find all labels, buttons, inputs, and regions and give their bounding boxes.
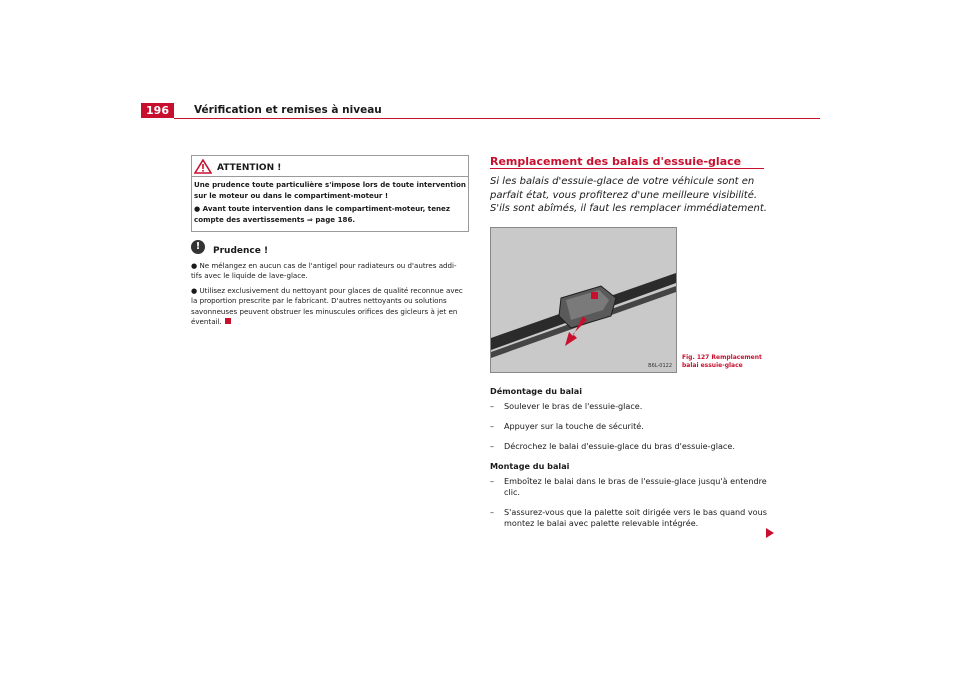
warning-title: ATTENTION !: [217, 163, 282, 173]
page-number: 196: [141, 103, 174, 118]
chapter-title: Vérification et remises à niveau: [194, 104, 382, 116]
list-item: – Soulever le bras de l'essuie-glace.: [490, 401, 772, 412]
wiper-figure: [490, 227, 677, 373]
next-page-arrow-icon: [766, 528, 774, 538]
removal-heading: Démontage du balai: [490, 386, 583, 396]
wiper-blade-illustration: [491, 228, 676, 372]
warning-divider: [192, 176, 468, 177]
section-intro: Si les balais d'essuie-glace de votre véhicule sont en parfait état, vous profiterez d'une meilleure visibilité. S'ils sont abîmés, il faut les remplacer immédiatement.: [490, 176, 767, 214]
caution-title: Prudence !: [213, 246, 269, 256]
warning-body: [194, 180, 466, 228]
figure-caption-line: Fig. 127 Remplacement: [682, 354, 762, 361]
list-item: – Emboîtez le balai dans le bras de l'essuie-glace jusqu'à entendre clic.: [490, 476, 772, 498]
warning-box: [191, 155, 469, 232]
figure-code: B6L-0122: [648, 363, 672, 369]
warning-header: [192, 156, 468, 176]
warning-bullet: ● Avant toute intervention dans le compartiment-moteur, tenez compte des avertissements ⇒ page 186.: [194, 204, 450, 224]
section-divider: [490, 168, 764, 169]
warning-text: Une prudence toute particulière s'impose lors de toute intervention sur le moteur ou dans le compartiment-moteur !: [194, 180, 466, 200]
header-divider: [174, 118, 820, 119]
list-item: – Appuyer sur la touche de sécurité.: [490, 421, 772, 432]
warning-bullet-text: Avant toute intervention dans le compartiment-moteur, tenez compte des avertissements ⇒ page 186.: [194, 204, 450, 224]
warning-triangle-icon: [194, 159, 212, 174]
mounting-heading: Montage du balai: [490, 461, 570, 471]
caution-item-text: Ne mélangez en aucun cas de l'antigel pour radiateurs ou d'autres addi-tifs avec le liquide de lave-glace.: [191, 261, 457, 281]
caution-item: ● Utilisez exclusivement du nettoyant pour glaces de qualité reconnue avec la proportion prescrite par le fabricant. D'autres nettoyants ou solutions savonneuses peuvent obstruer les minuscules orifices des gicleurs à jet en éventail.: [191, 285, 463, 327]
section-title: Remplacement des balais d'essuie-glace: [490, 155, 742, 168]
instructions: [490, 382, 772, 538]
figure-caption: [682, 354, 762, 370]
figure-caption-line: balai essuie-glace: [682, 362, 743, 369]
list-item: – S'assurez-vous que la palette soit dirigée vers le bas quand vous montez le balai avec palette relevable intégrée.: [490, 507, 772, 529]
caution-exclamation-icon: !: [191, 240, 205, 254]
caution-item: ● Ne mélangez en aucun cas de l'antigel pour radiateurs ou d'autres addi-tifs avec le liquide de lave-glace.: [191, 261, 457, 281]
caution-item-text: Utilisez exclusivement du nettoyant pour glaces de qualité reconnue avec la proportion prescrite par le fabricant. D'autres nettoyants ou solutions savonneuses peuvent obstruer les minuscules orifices des gicleurs à jet en éventail.: [191, 285, 463, 327]
caution-body: [191, 261, 467, 331]
section-end-icon: [225, 318, 231, 324]
list-item: – Décrochez le balai d'essuie-glace du bras d'essuie-glace.: [490, 441, 772, 452]
